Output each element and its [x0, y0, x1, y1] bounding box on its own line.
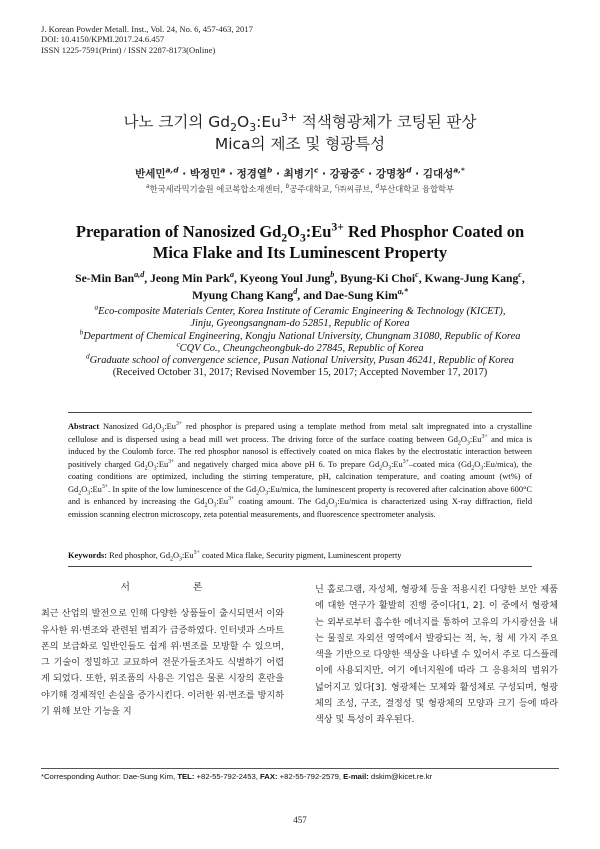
journal-issn: ISSN 1225-7591(Print) / ISSN 2287-8173(Online) — [41, 44, 216, 55]
affiliation-mark: c — [334, 184, 338, 191]
affiliation-name: Eco-composite Materials Center, Korea Institute of Ceramic Engineering & Technology (KICET), — [98, 306, 506, 317]
affiliation-name: CQV Co., Cheungcheongbuk-do 27845, Republic of Korea — [179, 342, 424, 354]
affiliation-mark: a — [145, 184, 150, 191]
affiliation-line — [40, 303, 560, 318]
author-affiliation-mark: a,* — [453, 165, 465, 175]
author-name: 정경열 — [236, 168, 268, 180]
author-affiliation-mark: d — [293, 287, 298, 297]
body-column-right — [315, 582, 558, 729]
affiliation-list — [40, 303, 560, 367]
author-affiliation-mark: a — [220, 165, 226, 175]
english-title — [40, 221, 560, 263]
author-affiliation-mark: a,* — [397, 287, 408, 297]
author-name: Dae-Sung Kim — [324, 289, 398, 302]
author-name: 강광중 — [329, 168, 361, 180]
page-number: 457 — [293, 815, 307, 825]
english-title-line2: Mica Flake and Its Luminescent Property — [152, 243, 448, 262]
author-name: Myung Chang Kang — [192, 289, 294, 302]
received-dates: (Received October 31, 2017; Revised November 15, 2017; Accepted November 17, 2017) — [112, 367, 488, 379]
author-affiliation-mark: a,d — [165, 165, 179, 175]
abstract-top-rule — [68, 412, 532, 413]
affiliation-mark: c — [176, 340, 180, 349]
author-name: Jeong Min Park — [150, 272, 230, 285]
abstract: Abstract Nanosized $Gd_2O_3:Eu^{3+}$ red phosphor is prepared using a template method from metal salt impregnated into a crystalline cellulose and is dispersed using a bead mill wet process. The driving force of the surface coating between $Gd_2O_3:Eu^{3+}$ and mica is induced by the Coulomb force. The red phosphor nanosol is effectively coated on mica flakes by the electrostatic interaction between positively charged $Gd_2O_3:Eu^{3+}$ and negatively charged mica above pH 6. To prepare $Gd_2O_3:Eu^{3+}$–coated mica $(Gd_2O_3:Eu/mica)$, the coating conditions are optimized, including the stirring temperature, pH, calcination temperature, and coating amount (wt%) of $Gd_2O_3:Eu^{3+}$. In spite of the low luminescence of the $Gd_2O_3:Eu$/mica, the luminescent property is recovered after calcination above 600°C and is enhanced by increasing the $Gd_2O_3:Eu^{3+}$ coating amount. The $Gd_2O_3:Eu$/mica is characterized using X-ray diffraction, field emission scanning electron microscopy, zeta potential measurements, and fluorescence spectrometer analysis. — [68, 421, 533, 519]
author-name: 김대성 — [422, 168, 454, 180]
author-separator: · — [272, 168, 284, 180]
author-separator: · — [318, 168, 330, 180]
body-text-right: 닌 홀로그램, 자성체, 형광체 등을 적용시킨 다양한 보안 제품에 대한 연구가 활발히 진행 중이다[1, 2]. 이 중에서 형광체는 외부로부터 흡수한 에너지를 통하여 고유의 가시광선을 내는 물질로 자외선 영역에서 발광되는 적, 녹, 청 세 가지 주요색을 기반으로 다양한 색상을 나타낼 수 있어서 주로 디스플레이에 사용되지만, 여기 에너지원에 따라 그 응용처의 범위가 넓어지고 있다[3]. 형광체는 모체와 활성체로 구성되며, 형광체의 조성, 구조, 결정성 및 형광체의 모양과 크기 등에 따라 색상 및 특성이 좌우된다. — [315, 585, 558, 726]
affiliation-name: Graduate school of convergence science, Pusan National University, Pusan 46241, Republic of Korea — [89, 355, 514, 367]
abstract-bottom-rule — [68, 566, 532, 567]
author-separator: · — [364, 168, 376, 180]
author-affiliation-mark: c — [314, 165, 319, 175]
affiliation-name: Department of Chemical Engineering, Kongju National University, Chungnam 31080, Republic of Korea — [83, 330, 521, 342]
author-affiliation-mark: d — [406, 165, 412, 175]
english-authors-line1 — [40, 270, 560, 287]
author-name: 강명창 — [375, 168, 407, 180]
affiliation-mark: d — [375, 184, 380, 191]
english-affiliations — [40, 303, 560, 380]
affiliation-line — [40, 328, 560, 343]
affiliation-mark: d — [86, 352, 90, 361]
korean-affiliations — [0, 183, 600, 195]
author-separator: · — [225, 168, 237, 180]
author-separator: , — [521, 272, 525, 285]
author-separator: , — [234, 272, 240, 285]
author-separator: , — [144, 272, 151, 285]
author-affiliation-mark: b — [267, 165, 273, 175]
body-column-left — [41, 582, 284, 720]
author-affiliation-mark: c — [415, 270, 419, 280]
author-name: Se-Min Ban — [75, 272, 135, 285]
author-name: Kyeong Youl Jung — [239, 272, 331, 285]
affiliation-line — [40, 352, 560, 367]
author-affiliation-mark: b — [330, 270, 335, 280]
affiliation-name: Jinju, Gyeongsangnam-do 52851, Republic of Korea — [190, 318, 410, 330]
affiliation-line — [40, 318, 560, 330]
author-affiliation-mark: c — [518, 270, 522, 280]
affiliation-name: 공주대학교, — [289, 184, 335, 194]
korean-title-line2: Mica의 제조 및 형광특성 — [214, 135, 386, 153]
abstract-label: Abstract — [68, 422, 100, 431]
affiliation-name: 한국세라믹기술원 에코복합소재센터, — [149, 184, 286, 194]
english-title-line1: Preparation of Nanosized $Gd_2O_3:Eu^{3+}$ Red Phosphor Coated on — [75, 221, 525, 245]
footnote-rule — [41, 768, 559, 769]
keywords-label: Keywords: — [68, 551, 108, 560]
corresponding-author-footnote: *Corresponding Author: Dae-Sung Kim, TEL: +82-55-792-2453, FAX: +82-55-792-2579, E-mail: dskim@kicet.re.kr — [41, 772, 433, 781]
author-name: 최병기 — [283, 168, 315, 180]
korean-title-line1: 나노 크기의 $Gd_2O_3:Eu^{3+}$ 적색형광체가 코팅된 판상 — [123, 110, 477, 135]
author-name: 박정민 — [189, 168, 221, 180]
affiliation-mark: b — [79, 328, 84, 337]
author-name: Byung-Ki Choi — [340, 272, 416, 285]
author-affiliation-mark: c — [360, 165, 365, 175]
author-affiliation-mark: a,d — [134, 270, 145, 280]
affiliation-mark: b — [285, 184, 290, 191]
affiliation-mark: a — [94, 303, 99, 312]
author-separator: , — [334, 272, 341, 285]
english-authors-line2 — [40, 287, 560, 304]
body-text-left: 최근 산업의 발전으로 인해 다양한 상품들이 출시되면서 이와 유사한 위·변조와 관련된 범죄가 급증하였다. 인터넷과 스마트폰의 보급화로 일반인들도 쉽게 위·변조를 모방할 수 있으며, 그 기술이 정밀하고 교묘하여 전문가들조차도 식별하기 어렵게 되었다. 또한, 위조품의 사용은 기업은 물론 시장의 혼란을 야기해 경제적인 손실을 증가시킨다. 이러한 위·변조를 방지하기 위해 보안 기능을 지 — [41, 609, 284, 718]
affiliation-name: ㈜씨큐브, — [337, 184, 376, 194]
english-authors — [40, 270, 560, 304]
author-name: 반세민 — [135, 168, 166, 180]
affiliation-line — [40, 340, 560, 355]
author-separator: · — [178, 168, 190, 180]
author-name: Kwang-Jung Kang — [424, 272, 519, 285]
author-separator: , — [418, 272, 425, 285]
keywords: Keywords: Red phosphor, $Gd_2O_3:Eu^{3+}$ coated Mica flake, Security pigment, Luminescent property — [68, 550, 402, 563]
korean-authors — [0, 166, 600, 181]
korean-title — [0, 111, 600, 155]
journal-doi: DOI: 10.4150/KPMI.2017.24.6.457 — [41, 34, 165, 45]
journal-citation: J. Korean Powder Metall. Inst., Vol. 24, No. 6, 457-463, 2017 — [41, 24, 253, 34]
author-email: dskim@kicet.re.kr — [368, 772, 433, 781]
section-heading-introduction: 서 론 — [120, 582, 233, 593]
author-affiliation-mark: a — [229, 270, 234, 280]
journal-header — [41, 24, 253, 55]
author-separator: , and — [297, 289, 325, 302]
affiliation-name: 부산대학교 융합학부 — [379, 184, 455, 194]
author-separator: · — [411, 168, 423, 180]
